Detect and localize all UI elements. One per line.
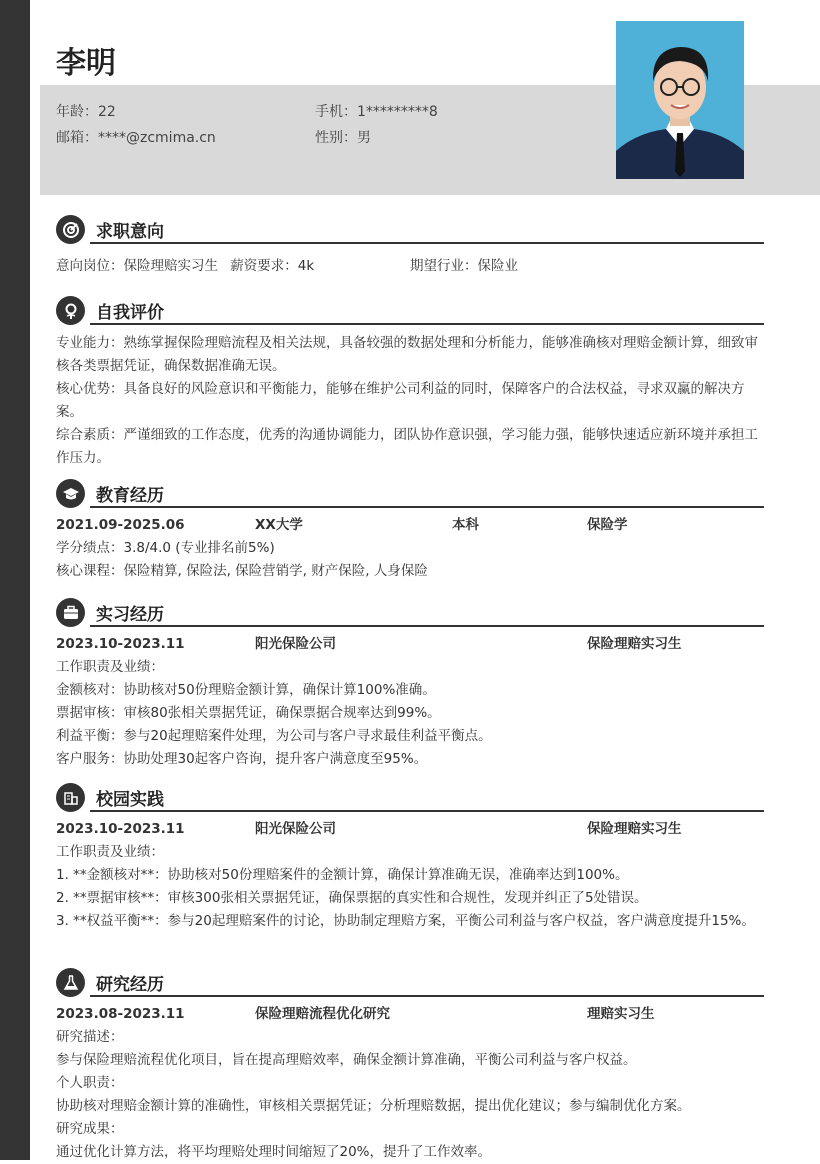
- intent-salary: 薪资要求：4k: [230, 258, 315, 274]
- email: 邮箱：****@zcmima.cn: [56, 130, 216, 146]
- section-internship: [56, 598, 764, 771]
- intern-line: 利益平衡：参与20起理赔案件处理，为公司与客户寻求最佳利益平衡点。: [56, 728, 492, 744]
- edu-date: 2021.09-2025.06: [56, 517, 185, 533]
- edu-degree: 本科: [452, 517, 479, 533]
- campus-date: 2023.10-2023.11: [56, 821, 185, 837]
- section-title: 实习经历: [96, 605, 164, 625]
- intern-line: 票据审核：审核80张相关票据凭证，确保票据合规率达到99%。: [56, 705, 441, 721]
- intern-line: 金额核对：协助核对50份理赔金额计算，确保计算100%准确。: [56, 682, 436, 698]
- candidate-name: 李明: [56, 46, 116, 81]
- divider: [90, 625, 764, 627]
- self-paragraph: 专业能力：熟练掌握保险理赔流程及相关法规，具备较强的数据处理和分析能力，能够准确核对理赔金额计算，细致审核各类票据凭证，确保数据准确无误。: [56, 335, 758, 374]
- research-role: 理赔实习生: [587, 1006, 655, 1022]
- section-self-evaluation: [56, 296, 764, 470]
- campus-line: 2. **票据审核**：审核300张相关票据凭证，确保票据的真实性和合规性，发现并纠正了5处错误。: [56, 890, 648, 906]
- campus-org: 阳光保险公司: [255, 821, 336, 837]
- intent-industry: 期望行业：保险业: [410, 258, 518, 274]
- edu-major: 保险学: [587, 517, 628, 533]
- gender: 性别：男: [315, 130, 371, 146]
- phone: 手机：1*********8: [315, 104, 438, 120]
- divider: [90, 810, 764, 812]
- sidebar-bar: [0, 0, 30, 1160]
- section-title: 自我评价: [96, 303, 164, 323]
- section-title: 教育经历: [96, 486, 164, 506]
- edu-line: 学分绩点：3.8/4.0 (专业排名前5%): [56, 540, 275, 556]
- research-date: 2023.08-2023.11: [56, 1006, 185, 1022]
- intern-org: 阳光保险公司: [255, 636, 336, 652]
- graduation-cap-icon: [56, 479, 85, 508]
- intern-role: 保险理赔实习生: [587, 636, 682, 652]
- divider: [90, 242, 764, 244]
- intern-date: 2023.10-2023.11: [56, 636, 185, 652]
- research-line: 通过优化计算方法，将平均理赔处理时间缩短了20%，提升了工作效率。: [56, 1144, 492, 1160]
- divider: [90, 995, 764, 997]
- section-title: 研究经历: [96, 975, 164, 995]
- research-line: 个人职责：: [56, 1075, 124, 1091]
- campus-line: 1. **金额核对**：协助核对50份理赔案件的金额计算，确保计算准确无误，准确率达到100%。: [56, 867, 629, 883]
- research-line: 协助核对理赔金额计算的准确性，审核相关票据凭证；分析理赔数据，提出优化建议；参与编制优化方案。: [56, 1098, 691, 1114]
- campus-line: 工作职责及业绩：: [56, 844, 164, 860]
- research-line: 研究描述：: [56, 1029, 124, 1045]
- section-research: [56, 968, 764, 1164]
- intern-line: 客户服务：协助处理30起客户咨询，提升客户满意度至95%。: [56, 751, 428, 767]
- divider: [90, 506, 764, 508]
- building-icon: [56, 783, 85, 812]
- research-line: 参与保险理赔流程优化项目，旨在提高理赔效率，确保金额计算准确，平衡公司利益与客户权益。: [56, 1052, 637, 1068]
- campus-role: 保险理赔实习生: [587, 821, 682, 837]
- target-icon: [56, 215, 85, 244]
- section-education: [56, 479, 764, 583]
- intern-line: 工作职责及业绩：: [56, 659, 164, 675]
- section-title: 校园实践: [96, 790, 164, 810]
- edu-line: 核心课程：保险精算, 保险法, 保险营销学, 财产保险, 人身保险: [56, 563, 428, 579]
- self-paragraph: 核心优势：具备良好的风险意识和平衡能力，能够在维护公司利益的同时，保障客户的合法权益，寻求双赢的解决方案。: [56, 381, 745, 420]
- divider: [90, 323, 764, 325]
- age: 年龄：22: [56, 104, 116, 120]
- intent-position: 意向岗位：保险理赔实习生: [56, 258, 218, 274]
- section-title: 求职意向: [96, 222, 164, 242]
- profile-photo: [616, 21, 744, 179]
- edu-school: XX大学: [255, 517, 303, 533]
- self-paragraph: 综合素质：严谨细致的工作态度，优秀的沟通协调能力，团队协作意识强，学习能力强，能够快速适应新环境并承担工作压力。: [56, 427, 758, 466]
- flask-icon: [56, 968, 85, 997]
- section-campus: [56, 783, 764, 933]
- briefcase-icon: [56, 598, 85, 627]
- section-job-intent: [56, 215, 764, 278]
- research-project: 保险理赔流程优化研究: [255, 1006, 390, 1022]
- research-line: 研究成果：: [56, 1121, 124, 1137]
- campus-paragraph: 3. **权益平衡**：参与20起理赔案件的讨论，协助制定理赔方案，平衡公司利益与客户权益，客户满意度提升15%。: [56, 913, 755, 929]
- flower-icon: [56, 296, 85, 325]
